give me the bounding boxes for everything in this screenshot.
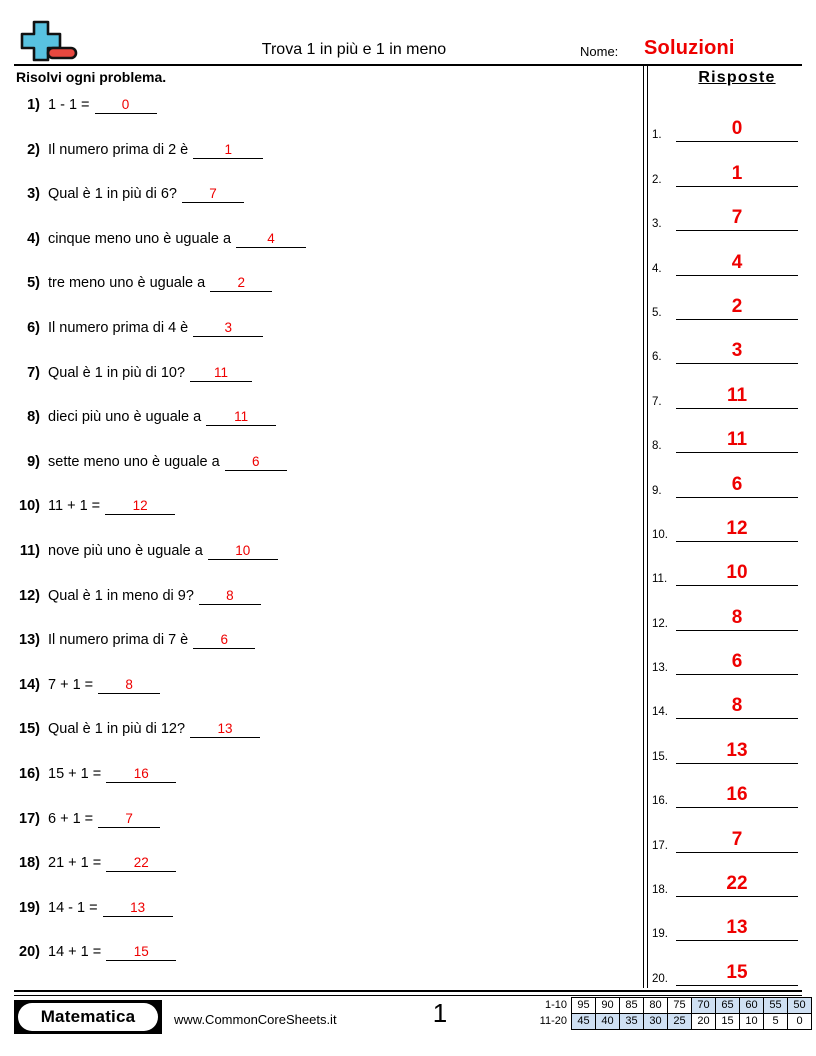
problem-number: 7): [27, 364, 40, 381]
grading-scale-cell: 10: [740, 1014, 764, 1030]
problem-text: Il numero prima di 7 è: [48, 632, 189, 649]
answer-key-number: 10.: [652, 528, 668, 541]
problem-text: Il numero prima di 4 è: [48, 319, 189, 336]
answer-blank[interactable]: 3: [193, 319, 263, 337]
problem-body: [48, 184, 244, 204]
answer-key-value: 15: [726, 961, 748, 983]
answer-blank[interactable]: 6: [193, 631, 255, 649]
answer-key-value: 13: [726, 739, 748, 761]
problem-number: 3): [27, 186, 40, 203]
answer-key-row: [652, 326, 802, 370]
answer-key-row: [652, 592, 802, 636]
problem-row: [14, 229, 634, 274]
problem-number: 9): [27, 453, 40, 470]
grading-scale-cell: 75: [668, 998, 692, 1014]
problem-body: [48, 719, 260, 739]
answer-blank[interactable]: 6: [225, 453, 287, 471]
page-header: [14, 18, 802, 66]
answer-blank[interactable]: 13: [103, 899, 173, 917]
answer-blank[interactable]: 4: [236, 230, 306, 248]
grading-scale-cell: 70: [692, 998, 716, 1014]
answer-blank[interactable]: 11: [206, 408, 276, 426]
answer-key-value: 11: [726, 384, 748, 406]
problem-row: [14, 184, 634, 229]
page-title: Trova 1 in più e 1 in meno: [261, 41, 447, 58]
problem-body: [48, 95, 157, 115]
problem-number: 6): [27, 319, 40, 336]
problem-number: 10): [19, 498, 40, 515]
answer-key-value: 7: [731, 207, 743, 229]
problem-row: [14, 363, 634, 408]
problem-row: [14, 318, 634, 363]
answer-blank[interactable]: 11: [190, 364, 252, 382]
answer-key-row: [652, 725, 802, 769]
answer-key-value: 10: [726, 562, 748, 584]
answer-blank[interactable]: 8: [98, 676, 160, 694]
answer-blank[interactable]: 12: [105, 497, 175, 515]
answer-blank[interactable]: 0: [95, 96, 157, 114]
answer-key-row: [652, 415, 802, 459]
answer-key-number: 12.: [652, 617, 668, 630]
problem-text: Qual è 1 in più di 12?: [48, 721, 186, 738]
problem-text: 6 + 1 =: [48, 810, 94, 827]
problem-row: [14, 586, 634, 631]
grading-scale-table: [527, 997, 812, 1030]
problem-body: [48, 675, 160, 695]
answer-key-value: 1: [731, 162, 743, 184]
problem-text: 21 + 1 =: [48, 855, 102, 872]
answer-key-row: [652, 814, 802, 858]
grading-scale-cell: 5: [764, 1014, 788, 1030]
problem-number: 5): [27, 275, 40, 292]
problem-row: [14, 541, 634, 586]
grading-scale-cell: 55: [764, 998, 788, 1014]
problem-row: [14, 452, 634, 497]
answer-key-row: [652, 104, 802, 148]
problem-text: 1 - 1 =: [48, 97, 90, 113]
grading-scale-cell: 35: [620, 1014, 644, 1030]
grading-scale-cell: 15: [716, 1014, 740, 1030]
answer-key-value: 2: [731, 295, 743, 317]
problem-text: Qual è 1 in meno di 9?: [48, 587, 194, 604]
problem-body: [48, 452, 287, 472]
problem-body: [48, 273, 272, 293]
answer-key-row: [652, 637, 802, 681]
answer-blank[interactable]: 10: [208, 542, 278, 560]
problem-row: [14, 853, 634, 898]
answer-key-number: 4.: [652, 262, 662, 275]
problem-text: 11 + 1 =: [48, 498, 101, 515]
site-url: www.CommonCoreSheets.it: [174, 1012, 337, 1027]
problem-number: 12): [19, 587, 40, 604]
answer-key-number: 16.: [652, 795, 668, 808]
answer-key-value: 8: [731, 606, 743, 628]
answer-key-value: 0: [731, 118, 743, 140]
problem-text: nove più uno è uguale a: [48, 542, 203, 559]
grading-scale: [527, 997, 812, 1030]
footer-divider-top: [14, 990, 802, 992]
name-label: Nome:: [580, 44, 619, 59]
answer-key-row: [652, 903, 802, 947]
problem-row: [14, 496, 634, 541]
footer-divider-bottom: [14, 995, 802, 996]
answer-key-number: 8.: [652, 440, 662, 453]
grading-scale-row-label: 1-10: [544, 999, 567, 1011]
answer-key-number: 6.: [652, 351, 662, 364]
instruction-text: Risolvi ogni problema.: [16, 69, 167, 85]
grading-scale-row-label: 11-20: [539, 1015, 567, 1027]
grading-scale-cell: 85: [620, 998, 644, 1014]
problem-text: Il numero prima di 2 è: [48, 141, 189, 158]
answer-key-number: 7.: [652, 395, 662, 408]
answer-key-row: [652, 282, 802, 326]
problem-row: [14, 273, 634, 318]
grading-scale-cell: 80: [644, 998, 668, 1014]
answer-blank[interactable]: 1: [193, 141, 263, 159]
grading-scale-cell: 90: [596, 998, 620, 1014]
problem-row: [14, 764, 634, 809]
problem-text: 14 - 1 =: [48, 899, 98, 916]
answer-key-number: 3.: [652, 218, 662, 231]
answer-key-number: 14.: [652, 706, 668, 719]
answer-key-row: [652, 681, 802, 725]
answer-key-row: [652, 237, 802, 281]
header-divider: [14, 64, 802, 66]
answer-key-row: [652, 459, 802, 503]
grading-scale-cell: 95: [572, 998, 596, 1014]
problem-number: 19): [19, 899, 40, 916]
answer-key-row: [652, 770, 802, 814]
answer-key-row: [652, 148, 802, 192]
answer-key-number: 9.: [652, 484, 662, 497]
answer-key-number: 5.: [652, 306, 662, 319]
page-number: 1: [432, 998, 448, 1028]
problem-number: 11): [19, 542, 40, 559]
answer-key-row: [652, 947, 802, 991]
problem-row: [14, 675, 634, 720]
problem-body: [48, 541, 278, 561]
problem-number: 18): [19, 855, 40, 872]
problem-row: [14, 407, 634, 452]
answer-blank[interactable]: 13: [190, 720, 260, 738]
answer-blank[interactable]: 16: [106, 765, 176, 783]
brand-label: Matematica: [40, 1007, 136, 1026]
grading-scale-cell: 20: [692, 1014, 716, 1030]
problem-body: [48, 853, 176, 873]
problem-body: [48, 140, 263, 160]
plus-minus-logo-icon: [14, 18, 82, 64]
problem-text: Qual è 1 in più di 10?: [48, 364, 186, 381]
problem-number: 15): [19, 721, 40, 738]
answer-key-value: 4: [731, 251, 743, 273]
problem-number: 20): [19, 944, 40, 961]
problem-body: [48, 496, 175, 516]
answer-key-value: 13: [726, 917, 748, 939]
problem-number: 1): [27, 97, 40, 113]
answer-key-number: 2.: [652, 173, 662, 186]
answer-key-number: 19.: [652, 928, 668, 941]
answer-key-number: 17.: [652, 839, 668, 852]
answer-key-value: 6: [731, 651, 743, 673]
problem-text: 14 + 1 =: [48, 944, 102, 961]
problem-list: [14, 95, 634, 987]
answer-key-number: 11.: [652, 573, 668, 586]
problem-number: 14): [19, 676, 40, 693]
problem-number: 8): [27, 409, 40, 426]
problem-text: tre meno uno è uguale a: [48, 275, 206, 292]
problem-number: 4): [27, 230, 40, 247]
problem-body: [48, 630, 255, 650]
answer-key-number: 15.: [652, 750, 668, 763]
grading-scale-cell: 65: [716, 998, 740, 1014]
answer-blank[interactable]: 7: [98, 810, 160, 828]
problem-row: [14, 809, 634, 854]
grading-scale-cell: 30: [644, 1014, 668, 1030]
answer-key-row: [652, 193, 802, 237]
problem-number: 17): [19, 810, 40, 827]
answer-blank[interactable]: 7: [182, 185, 244, 203]
answer-blank[interactable]: 15: [106, 943, 176, 961]
problem-body: [48, 363, 252, 383]
problem-body: [48, 229, 306, 249]
problem-row: [14, 95, 634, 140]
problem-body: [48, 764, 176, 784]
answer-key-row: [652, 504, 802, 548]
problem-row: [14, 942, 634, 987]
column-divider: [643, 66, 648, 988]
problem-row: [14, 719, 634, 764]
problem-text: 15 + 1 =: [48, 765, 102, 782]
grading-scale-cell: 45: [572, 1014, 596, 1030]
brand-badge: [14, 1000, 162, 1034]
answer-blank[interactable]: 2: [210, 274, 272, 292]
problem-row: [14, 140, 634, 185]
grading-scale-row: [527, 1014, 812, 1030]
answer-key-value: 16: [726, 784, 748, 806]
answer-blank[interactable]: 22: [106, 854, 176, 872]
problem-number: 16): [19, 765, 40, 782]
problem-text: 7 + 1 =: [48, 676, 94, 693]
problem-body: [48, 942, 176, 962]
answer-key-row: [652, 859, 802, 903]
brand-pill: [18, 1003, 158, 1031]
problem-text: Qual è 1 in più di 6?: [48, 186, 177, 203]
name-value: Soluzioni: [644, 37, 735, 59]
problem-body: [48, 809, 160, 829]
answer-key-number: 1.: [652, 129, 662, 142]
answer-key-value: 11: [726, 429, 748, 451]
grading-scale-row: [527, 998, 812, 1014]
answer-key-value: 7: [731, 828, 743, 850]
problem-text: cinque meno uno è uguale a: [48, 230, 232, 247]
answer-key-value: 22: [726, 873, 748, 895]
problem-text: dieci più uno è uguale a: [48, 409, 202, 426]
problem-number: 2): [27, 141, 40, 158]
grading-scale-cell: 60: [740, 998, 764, 1014]
problem-body: [48, 318, 263, 338]
problem-body: [48, 898, 173, 918]
answer-key-number: 18.: [652, 884, 668, 897]
answer-blank[interactable]: 8: [199, 587, 261, 605]
answer-key-value: 12: [726, 517, 748, 539]
grading-scale-cell: 40: [596, 1014, 620, 1030]
problem-body: [48, 407, 276, 427]
grading-scale-cell: 50: [788, 998, 812, 1014]
answer-key-row: [652, 548, 802, 592]
problem-number: 13): [19, 632, 40, 649]
answer-key-number: 13.: [652, 662, 668, 675]
grading-scale-cell: 0: [788, 1014, 812, 1030]
answer-key-value: 3: [731, 340, 743, 362]
problem-row: [14, 898, 634, 943]
problem-text: sette meno uno è uguale a: [48, 453, 220, 470]
answer-key-number: 20.: [652, 972, 668, 985]
problem-body: [48, 586, 261, 606]
problem-row: [14, 630, 634, 675]
answer-key-row: [652, 370, 802, 414]
answer-key-value: 6: [731, 473, 743, 495]
answer-key-value: 8: [731, 695, 743, 717]
answer-key-list: [652, 104, 802, 992]
grading-scale-cell: 25: [668, 1014, 692, 1030]
answer-key-heading: Risposte: [698, 69, 776, 86]
